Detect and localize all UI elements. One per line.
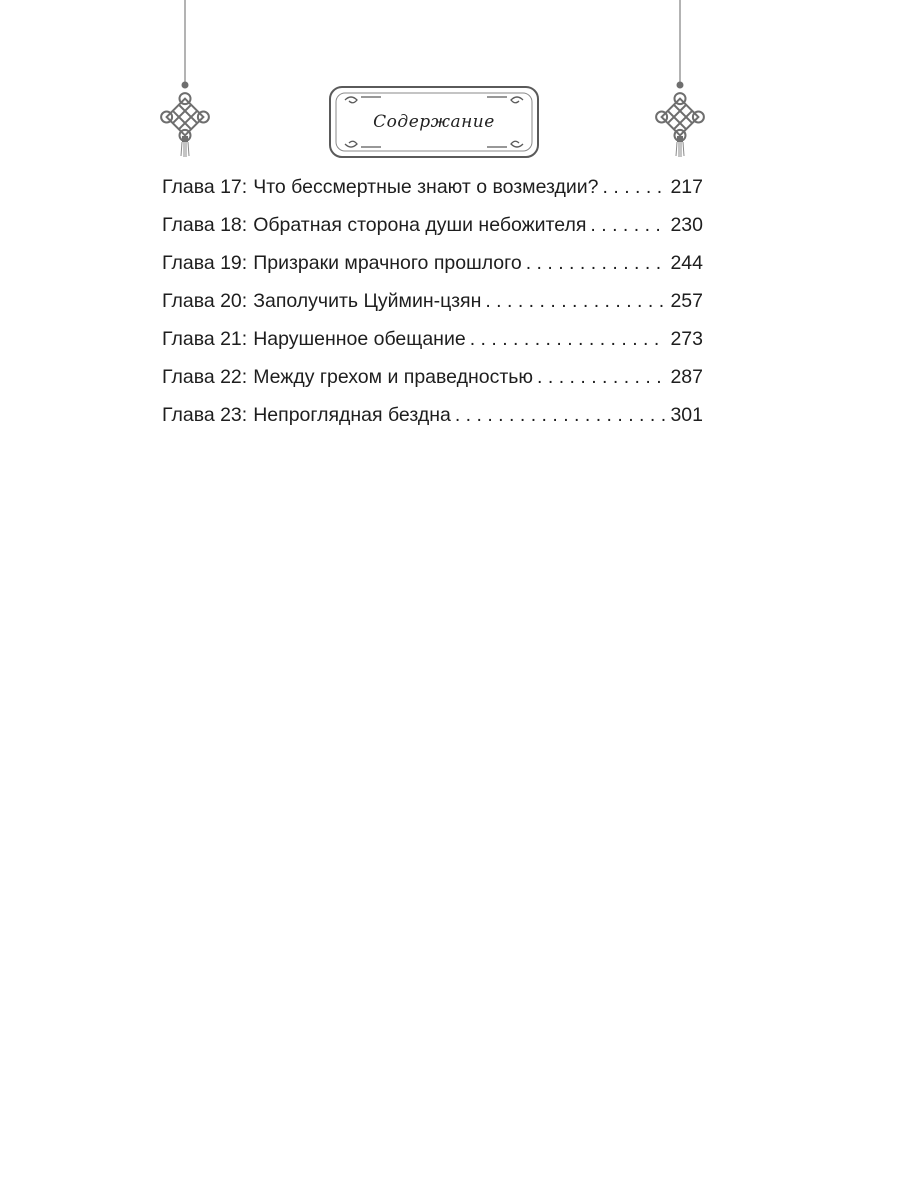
chinese-knot-icon	[650, 0, 710, 165]
chapter-title: Между грехом и праведностью	[253, 366, 534, 388]
chapter-title: Непроглядная бездна	[253, 404, 451, 426]
page-number: 230	[670, 214, 703, 236]
chapter-title: Призраки мрачного прошлого	[253, 252, 522, 274]
dot-leader	[455, 404, 666, 427]
chapter-label: Глава 23:	[162, 404, 248, 426]
chapter-title: Обратная сторона души небожителя	[253, 214, 587, 236]
page-number: 273	[670, 328, 703, 350]
toc-entry[interactable]	[162, 252, 703, 290]
toc-entry[interactable]	[162, 366, 703, 404]
page-number: 287	[670, 366, 703, 388]
chapter-label: Глава 18:	[162, 214, 248, 236]
title-frame	[327, 84, 541, 160]
toc-entry[interactable]	[162, 214, 703, 252]
toc-entry[interactable]	[162, 176, 703, 214]
chapter-title: Нарушенное обещание	[253, 328, 466, 350]
page-number: 257	[670, 290, 703, 312]
chapter-label: Глава 17:	[162, 176, 248, 198]
chapter-title: Что бессмертные знают о возмездии?	[253, 176, 599, 198]
toc-entry[interactable]	[162, 328, 703, 366]
dot-leader	[590, 214, 665, 237]
page-number: 244	[670, 252, 703, 274]
dot-leader	[537, 366, 665, 389]
toc-entry[interactable]	[162, 404, 703, 442]
dot-leader	[526, 252, 666, 275]
page-number: 217	[670, 176, 703, 198]
dot-leader	[603, 176, 666, 199]
toc-entry[interactable]	[162, 290, 703, 328]
table-of-contents	[162, 176, 703, 442]
chapter-label: Глава 19:	[162, 252, 248, 274]
page-title: Содержание	[373, 112, 495, 132]
chapter-title: Заполучить Цуймин-цзян	[253, 290, 482, 312]
dot-leader	[485, 290, 665, 313]
chapter-label: Глава 21:	[162, 328, 248, 350]
chinese-knot-icon	[155, 0, 215, 165]
chapter-label: Глава 22:	[162, 366, 248, 388]
page-number: 301	[670, 404, 703, 426]
chapter-label: Глава 20:	[162, 290, 248, 312]
dot-leader	[470, 328, 666, 351]
